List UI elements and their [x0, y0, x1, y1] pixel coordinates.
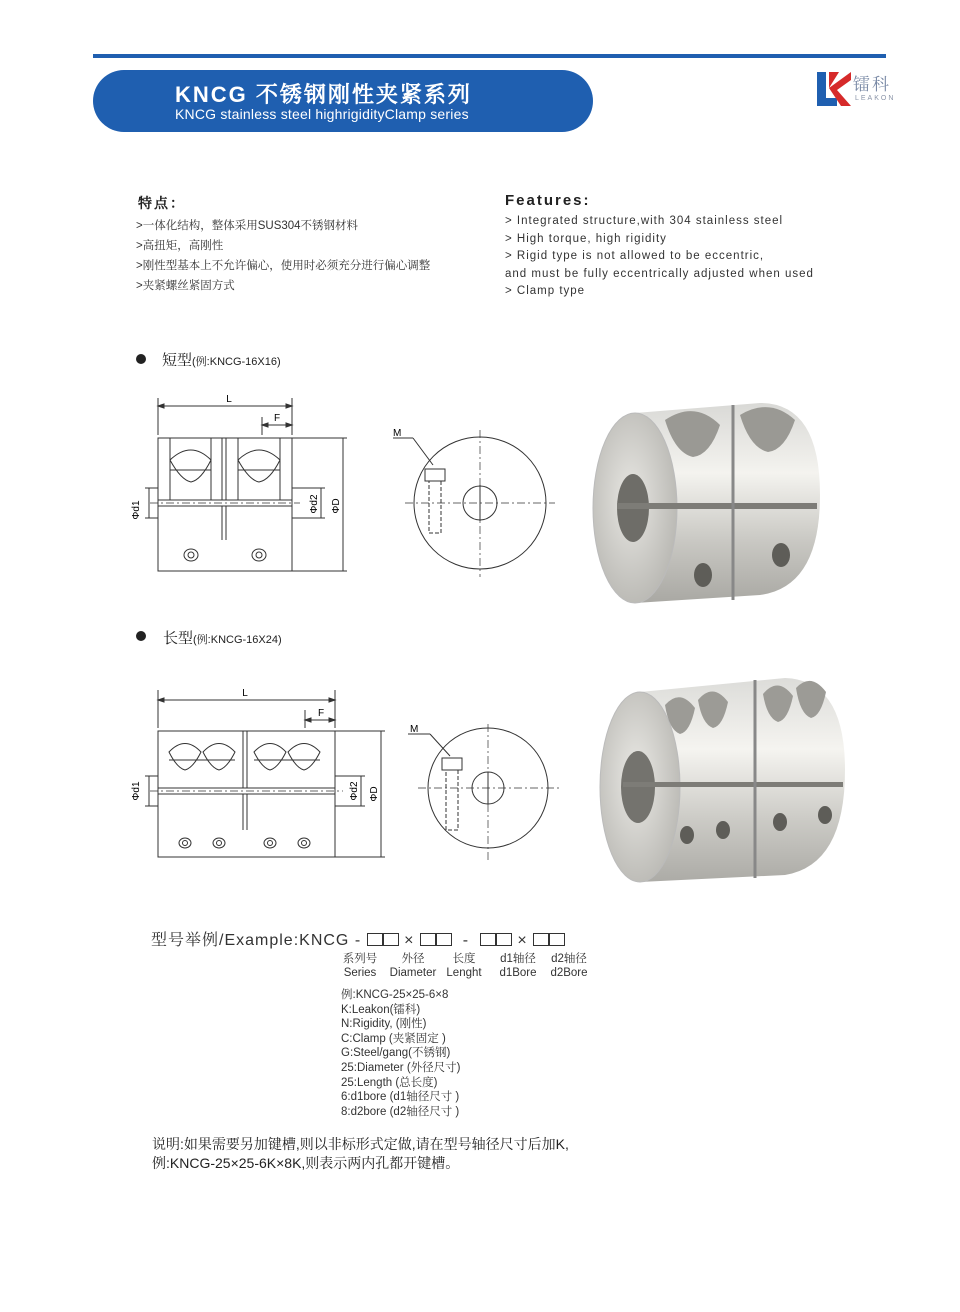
bullet-icon	[136, 354, 146, 364]
dim-L: L	[242, 688, 248, 699]
title-en: KNCG stainless steel highrigidityClamp series	[175, 106, 469, 122]
label-cn: 长度	[452, 953, 476, 965]
example-prefix: 型号举例/Example:KNCG -	[151, 932, 362, 949]
code-box	[367, 933, 383, 946]
label-length	[442, 952, 486, 980]
logo-mark-icon	[815, 68, 855, 112]
dim-M: M	[393, 428, 402, 439]
label-cn: 系列号	[342, 953, 378, 965]
dim-d1: Φd1	[131, 500, 142, 520]
features-cn-title: 特点：	[138, 195, 186, 211]
dash-sign: -	[462, 932, 470, 949]
long-type-heading	[163, 627, 282, 648]
list-item: 8:d2bore (d2轴径尺寸 )	[341, 1105, 460, 1118]
dim-D: ΦD	[369, 786, 380, 802]
list-item: > High torque, high rigidity	[505, 232, 667, 245]
list-item: 例:KNCG-25×25-6×8	[341, 989, 449, 1001]
times-sign: ×	[517, 932, 528, 949]
list-item: and must be fully eccentrically adjusted when used	[505, 267, 814, 280]
label-d2bore	[546, 952, 592, 980]
long-type-label: 长型	[163, 630, 194, 647]
short-coupling-photo	[585, 395, 835, 605]
note-line: 例:KNCG-25×25-6K×8K,则表示两内孔都开键槽。	[152, 1155, 460, 1171]
features-cn-list	[136, 216, 430, 296]
long-type-example: (例:KNCG-16X24)	[193, 634, 282, 646]
label-en: d1Bore	[499, 967, 537, 979]
label-cn: d2轴径	[551, 953, 587, 965]
features-en-list	[505, 213, 814, 301]
list-item: >高扭矩，高刚性	[136, 240, 224, 252]
note-line: 说明:如果需要另加键槽,则以非标形式定做,请在型号轴径尺寸后加K,	[152, 1136, 569, 1152]
list-item: K:Leakon(镭科)	[341, 1003, 421, 1016]
times-sign: ×	[404, 932, 415, 949]
short-side-drawing	[125, 390, 365, 580]
label-series	[341, 952, 379, 980]
label-d1bore	[493, 952, 543, 980]
bullet-icon	[136, 631, 146, 641]
long-coupling-photo	[595, 670, 850, 885]
label-cn: 外径	[401, 953, 425, 965]
short-type-heading	[162, 349, 281, 370]
short-type-label: 短型	[162, 352, 193, 369]
list-item: 25:Diameter (外径尺寸)	[341, 1061, 461, 1074]
list-item: > Clamp type	[505, 285, 586, 298]
title-cn: KNCG 不锈钢刚性夹紧系列	[175, 82, 472, 107]
dim-L: L	[226, 394, 232, 405]
header-rule	[93, 54, 886, 58]
logo-en: LEAKON	[855, 95, 896, 102]
code-legend	[341, 988, 461, 1119]
long-end-drawing	[400, 722, 570, 872]
code-box	[383, 933, 399, 946]
code-box	[436, 933, 452, 946]
code-box	[420, 933, 436, 946]
short-type-example: (例:KNCG-16X16)	[192, 356, 281, 368]
dim-D: ΦD	[331, 498, 342, 514]
dim-F: F	[273, 413, 281, 424]
list-item: >刚性型基本上不允许偏心，使用时必须充分进行偏心调整	[136, 260, 431, 272]
label-en: Diameter	[389, 967, 437, 979]
dim-M: M	[410, 724, 419, 735]
code-box	[549, 933, 565, 946]
dim-d2: Φd2	[349, 781, 360, 801]
code-box	[496, 933, 512, 946]
dim-d2: Φd2	[309, 494, 320, 514]
code-box	[533, 933, 549, 946]
keyway-note	[152, 1135, 569, 1173]
list-item: >夹紧螺丝紧固方式	[136, 280, 235, 292]
label-diameter	[384, 952, 442, 980]
features-en-title: Features:	[505, 192, 591, 209]
label-en: Series	[343, 967, 377, 979]
label-cn: d1轴径	[500, 953, 536, 965]
list-item: 25:Length (总长度)	[341, 1076, 438, 1089]
list-item: > Rigid type is not allowed to be eccentric,	[505, 250, 765, 263]
list-item: G:Steel/gang(不锈钢)	[341, 1047, 451, 1060]
list-item: > Integrated structure,with 304 stainless steel	[505, 215, 784, 227]
title-banner	[93, 70, 593, 132]
code-box	[480, 933, 496, 946]
label-en: d2Bore	[550, 967, 588, 979]
list-item: 6:d1bore (d1轴径尺寸 )	[341, 1091, 460, 1104]
short-end-drawing	[385, 425, 555, 585]
label-en: Lenght	[446, 967, 482, 979]
dim-d1: Φd1	[131, 781, 142, 801]
list-item: N:Rigidity, (刚性)	[341, 1018, 427, 1031]
logo-cn: 镭科	[853, 75, 891, 94]
list-item: C:Clamp (夹紧固定 )	[341, 1032, 446, 1045]
leakon-logo	[815, 68, 895, 112]
list-item: >一体化结构，整体采用SUS304不锈钢材料	[136, 220, 359, 232]
dim-F: F	[317, 708, 325, 719]
long-side-drawing	[125, 680, 395, 870]
model-example	[151, 927, 565, 950]
